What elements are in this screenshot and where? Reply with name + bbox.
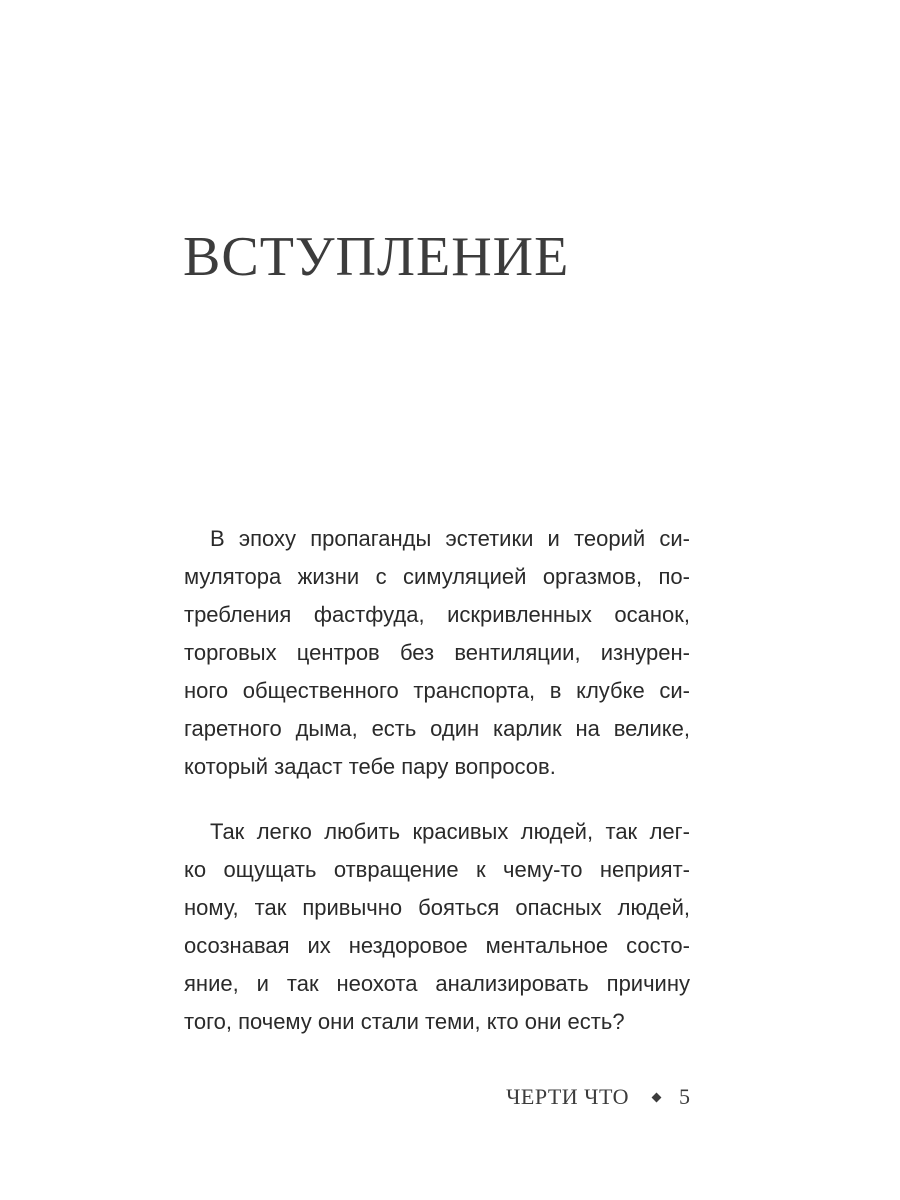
chapter-title: ВСТУПЛЕНИЕ [183,226,570,288]
paragraph-2 [184,813,690,1041]
text-line: ного общественного транспорта, в клубке си- [184,678,690,703]
footer-book-title: ЧЕРТИ ЧТО [506,1084,629,1109]
page-number: 5 [679,1084,690,1109]
text-line: того, почему они стали теми, кто они есть? [184,1009,625,1034]
text-line: мулятора жизни с симуляцией оргазмов, по- [184,564,690,589]
text-line: Так легко любить красивых людей, так лег- [210,819,690,844]
text-line: требления фастфуда, искривленных осанок, [184,602,690,627]
running-footer [480,1080,690,1114]
text-line: торговых центров без вентиляции, изнурен- [184,640,690,665]
body-text [184,520,690,1041]
text-line: яние, и так неохота анализировать причину [184,971,690,996]
diamond-icon [652,1092,662,1102]
text-line: В эпоху пропаганды эстетики и теорий си- [210,526,690,551]
text-line: ко ощущать отвращение к чему-то неприят- [184,857,690,882]
text-line: ному, так привычно бояться опасных людей, [184,895,690,920]
text-line: гаретного дыма, есть один карлик на велике, [184,716,690,741]
text-line: который задаст тебе пару вопросов. [184,754,556,779]
text-line: осознавая их нездоровое ментальное состо- [184,933,690,958]
paragraph-1 [184,520,690,786]
